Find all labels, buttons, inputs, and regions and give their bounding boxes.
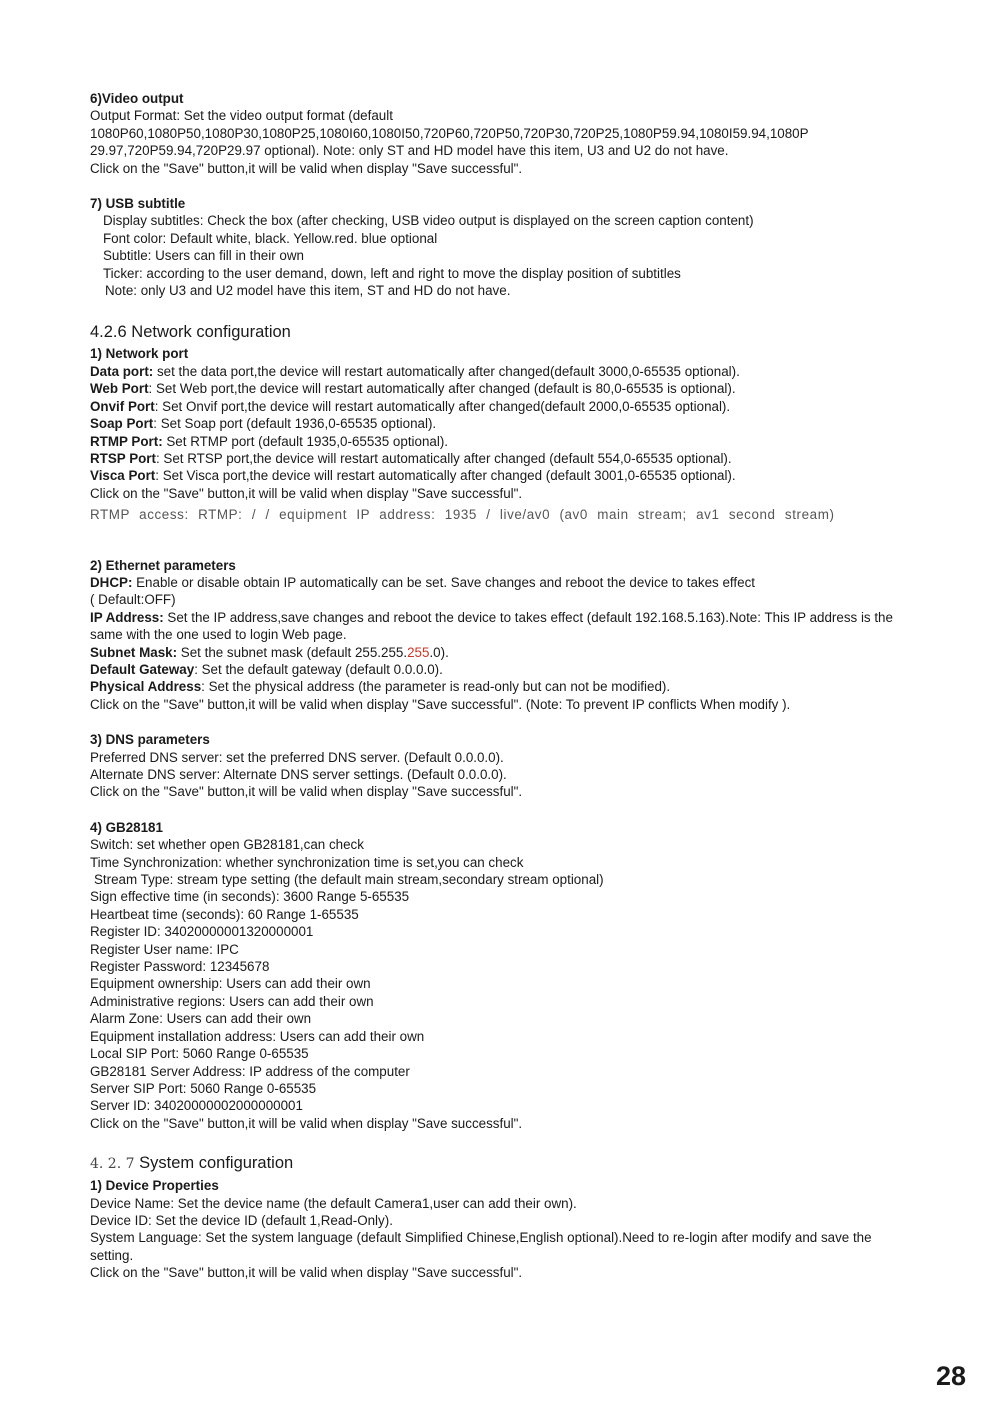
gb28181-line: Equipment installation address: Users can add their own [90,1028,425,1044]
physical-text: : Set the physical address (the parameter is read-only but can not be modified). [201,679,671,695]
physical-label: Physical Address [90,679,202,695]
port-text: Set RTMP port (default 1935,0-65535 optional). [162,433,449,449]
ethernet-save-note: Click on the "Save" button,it will be valid when display "Save successful". (Note: To prevent IP conflicts When modify ). [90,696,791,712]
spacer [90,801,920,819]
port-label: Onvif Port [90,398,155,414]
device-properties-line: System Language: Set the system language (default Simplified Chinese,English optional).Need to re-login after modify and save the setting. [90,1230,872,1263]
network-port-heading: 1) Network port [90,346,189,362]
device-properties-line: Device ID: Set the device ID (default 1,Read-Only). [90,1212,393,1228]
ip-text: Set the IP address,save changes and reboot the device to takes effect (default 192.168.5.163).Note: This IP address is the same with the one used to login Web page. [90,609,893,643]
gb28181-line: Register Password: 12345678 [90,959,270,975]
port-text: set the data port,the device will restart automatically after changed(default 3000,0-65535 optional). [153,363,740,379]
port-item-data [90,363,920,380]
usb-subtitle-item: Font color: Default white, black. Yellow.red. blue optional [103,230,438,246]
spacer [90,524,920,557]
dhcp-label: DHCP: [90,574,133,590]
device-properties-save-note: Click on the "Save" button,it will be valid when display "Save successful". [90,1265,523,1281]
gb28181-line: Switch: set whether open GB28181,can check [90,837,364,853]
video-output-line: 1080P60,1080P50,1080P30,1080P25,1080I60,1080I50,720P60,720P50,720P30,720P25,1080P59.94,1080I59.94,1080P [90,125,809,141]
usb-subtitle-note: Note: only U3 and U2 model have this item, ST and HD do not have. [105,283,511,299]
gb28181-line: Heartbeat time (seconds): 60 Range 1-65535 [90,906,359,922]
port-save-note: Click on the "Save" button,it will be valid when display "Save successful". [90,485,523,501]
gateway-label: Default Gateway [90,661,195,677]
gb28181-line: Time Synchronization: whether synchronization time is set,you can check [90,854,524,870]
network-config-heading: 4.2.6 Network configuration [90,323,291,342]
video-output-save-note: Click on the "Save" button,it will be valid when display "Save successful". [90,160,523,176]
usb-subtitle-item: Ticker: according to the user demand, down, left and right to move the display position of subtitles [103,265,681,281]
port-text: : Set Visca port,the device will restart automatically after changed (default 3001,0-65535 optional). [155,468,736,484]
gb28181-line: Server ID: 34020000002000000001 [90,1098,303,1114]
dns-line: Preferred DNS server: set the preferred DNS server. (Default 0.0.0.0). [90,749,504,765]
dns-heading: 3) DNS parameters [90,732,210,748]
usb-subtitle-item: Subtitle: Users can fill in their own [103,248,304,264]
ethernet-heading: 2) Ethernet parameters [90,557,236,573]
gb28181-line: Alarm Zone: Users can add their own [90,1011,312,1027]
port-label: Visca Port [90,468,156,484]
spacer [90,713,920,731]
gb28181-save-note: Click on the "Save" button,it will be valid when display "Save successful". [90,1115,523,1131]
video-output-heading: 6)Video output [90,91,184,106]
gb28181-line: Sign effective time (in seconds): 3600 Range 5-65535 [90,889,410,905]
ip-address-item [90,609,905,644]
port-item-visca [90,467,920,484]
physical-address-item [90,678,920,695]
port-label: RTSP Port [90,450,156,466]
dns-save-note: Click on the "Save" button,it will be valid when display "Save successful". [90,784,523,800]
port-text: : Set RTSP port,the device will restart automatically after changed (default 554,0-65535 optional). [155,450,732,466]
subnet-text-highlight: 255 [407,644,430,660]
device-properties-line: Device Name: Set the device name (the default Camera1,user can add their own). [90,1195,577,1211]
video-output-line: 29.97,720P59.94,720P29.97 optional). Note: only ST and HD model have this item, U3 and U2 do not have. [90,143,729,159]
gb28181-line: GB28181 Server Address: IP address of the computer [90,1063,410,1079]
gb28181-line: Administrative regions: Users can add their own [90,993,374,1009]
gb28181-line: Equipment ownership: Users can add their own [90,976,371,992]
gateway-text: : Set the default gateway (default 0.0.0.0). [194,661,443,677]
dns-line: Alternate DNS server: Alternate DNS server settings. (Default 0.0.0.0). [90,767,507,782]
port-text: : Set Web port,the device will restart automatically after changed (default is 80,0-65535 is optional). [148,381,736,397]
port-item-rtsp [90,450,920,467]
gb28181-line: Register User name: IPC [90,941,239,957]
port-label: Soap Port [90,416,154,432]
port-text: : Set Soap port (default 1936,0-65535 optional). [153,416,437,432]
port-text: : Set Onvif port,the device will restart automatically after changed(default 2000,0-65535 optional). [154,398,731,414]
video-output-line: Output Format: Set the video output format (default [90,108,393,124]
subnet-label: Subnet Mask: [90,644,178,660]
system-config-title: System configuration [139,1154,294,1173]
usb-subtitle-item: Display subtitles: Check the box (after checking, USB video output is displayed on the screen caption content) [103,213,754,229]
port-item-soap [90,415,920,432]
page-number: 28 [936,1361,967,1391]
dhcp-item [90,574,920,591]
port-label: Data port: [90,363,154,379]
usb-subtitle-heading: 7) USB subtitle [90,196,186,212]
ip-label: IP Address: [90,609,164,625]
gb28181-line: Local SIP Port: 5060 Range 0-65535 [90,1046,309,1062]
port-item-rtmp [90,433,920,450]
device-properties-heading: 1) Device Properties [90,1178,219,1194]
gb28181-heading: 4) GB28181 [90,819,163,835]
gb28181-line: Stream Type: stream type setting (the default main stream,secondary stream optional) [94,872,604,888]
port-item-onvif [90,398,920,415]
document-page [90,90,920,1282]
dhcp-default: ( Default:OFF) [90,592,176,608]
spacer [90,177,920,195]
port-label: Web Port [90,381,149,397]
system-config-heading [90,1152,920,1175]
rtmp-access-note: RTMP access: RTMP: / / equipment IP address: 1935 / live/av0 (av0 main stream; av1 second stream) [90,507,835,523]
system-config-number: 4. 2. 7 [90,1156,135,1173]
port-label: RTMP Port: [90,433,163,449]
default-gateway-item [90,661,920,678]
subnet-text: .0). [429,644,449,660]
dhcp-text: Enable or disable obtain IP automatically can be set. Save changes and reboot the device to takes effect [132,574,755,590]
gb28181-line: Register ID: 34020000001320000001 [90,924,314,940]
subnet-text: Set the subnet mask (default 255.255. [177,644,408,660]
gb28181-line: Server SIP Port: 5060 Range 0-65535 [90,1080,317,1096]
port-item-web [90,380,920,397]
subnet-mask-item [90,644,920,661]
